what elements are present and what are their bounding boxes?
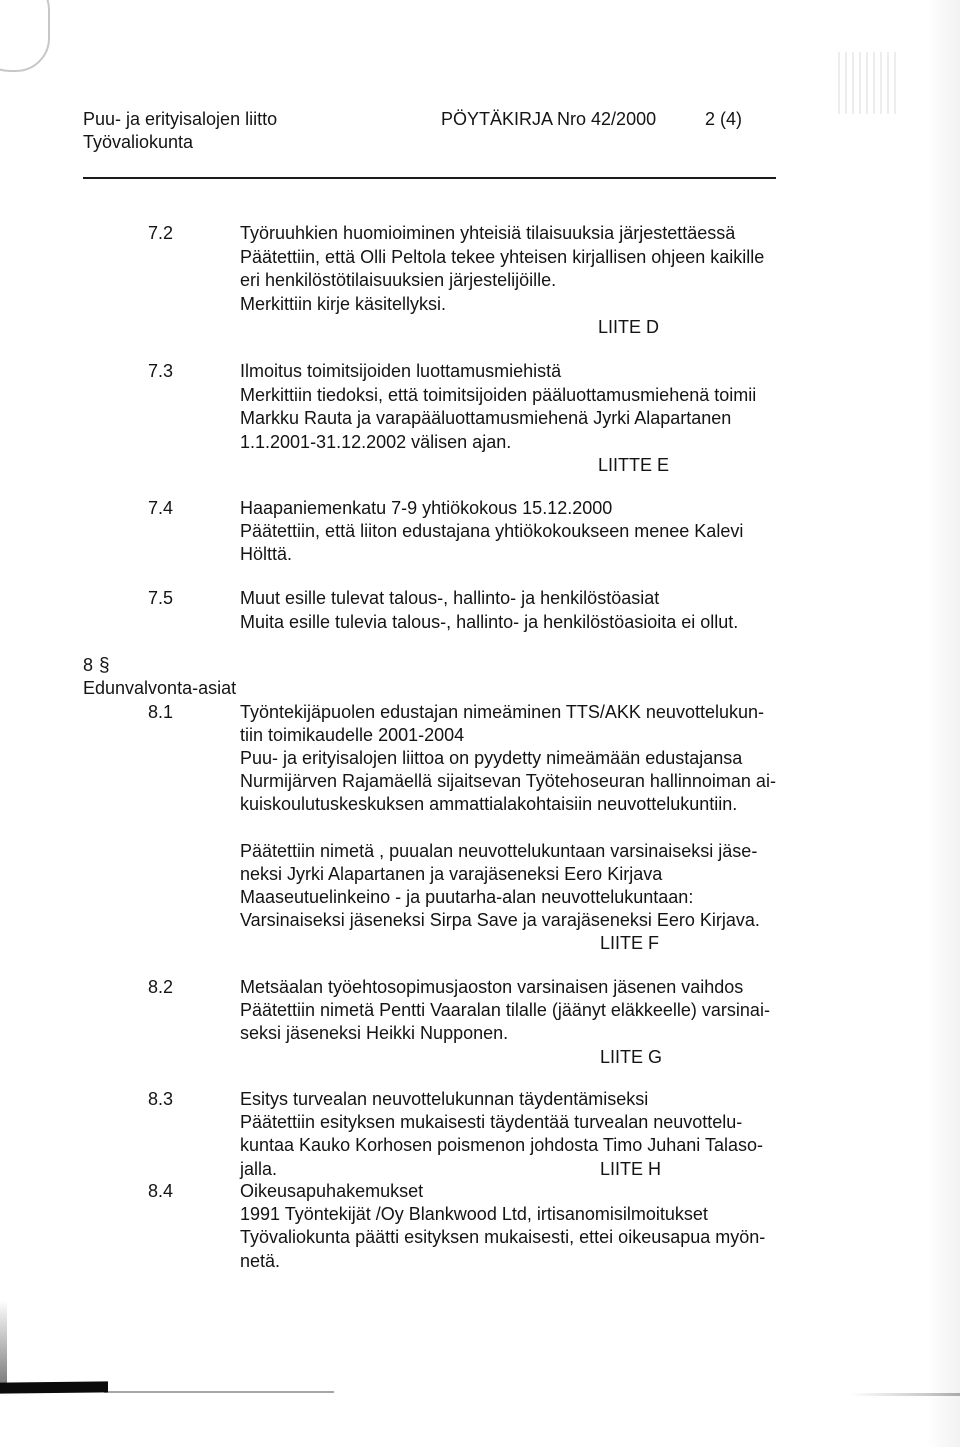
item-text-line: Nurmijärven Rajamäellä sijaitsevan Työtehoseuran hallinnoiman ai- [240, 771, 776, 792]
item-text-line: 1.1.2001-31.12.2002 välisen ajan. [240, 431, 512, 452]
item-number: 7.5 [148, 588, 174, 608]
item-text-line: Päätettiin esityksen mukaisesti täydentää turvealan neuvottelu- [240, 1112, 743, 1133]
item-heading: Ilmoitus toimitsijoiden luottamusmiehistä [240, 361, 562, 381]
item-heading: Työruuhkien huomioiminen yhteisiä tilaisuuksia järjestettäessä [240, 223, 736, 243]
item-text-line: jalla. [240, 1158, 278, 1179]
item-body [240, 587, 800, 634]
item-text-line: Markku Rauta ja varapääluottamusmiehenä Jyrki Alapartanen [240, 408, 732, 429]
scan-page-corner [0, 0, 50, 72]
organization-name: Puu- ja erityisalojen liitto [83, 109, 278, 129]
item-body [240, 701, 800, 955]
item-body [240, 1088, 800, 1181]
committee-name: Työvaliokunta [83, 132, 194, 153]
item-text-line: Työvaliokunta päätti esityksen mukaisesti, ettei oikeusapua myön- [240, 1227, 766, 1248]
item-text-line: Puu- ja erityisalojen liittoa on pyydetty nimeämään edustajansa [240, 748, 743, 769]
item-body [240, 360, 800, 478]
section-8-heading [83, 654, 236, 700]
item-text-line: 1991 Työntekijät /Oy Blankwood Ltd, irtisanomisilmoitukset [240, 1204, 708, 1225]
scan-right-shadow [926, 0, 960, 1447]
scan-left-edge [0, 1300, 7, 1390]
item-text-line: Päätettiin, että Olli Peltola tekee yhteisen kirjallisen ohjeen kaikille [240, 246, 765, 267]
header-divider [83, 177, 776, 179]
attachment-label: LIITE D [598, 317, 660, 338]
item-text-line: kuiskoulutuskeskuksen ammattialakohtaisiin neuvottelukuntiin. [240, 794, 738, 815]
item-body [240, 222, 800, 340]
header-organization-block [83, 108, 277, 154]
document-title: PÖYTÄKIRJA Nro 42/2000 [441, 109, 657, 129]
item-heading: Esitys turvealan neuvottelukunnan täydentämiseksi [240, 1089, 649, 1109]
item-heading: Työntekijäpuolen edustajan nimeäminen TTS/AKK neuvottelukun- [240, 702, 764, 722]
item-text-line: Merkittiin kirje käsitellyksi. [240, 293, 447, 314]
item-number: 8.3 [148, 1089, 174, 1109]
section-sign: § [99, 655, 110, 676]
item-body [240, 1180, 800, 1273]
item-text-line: seksi jäseneksi Heikki Nupponen. [240, 1023, 509, 1044]
page-number: 2 (4) [705, 109, 743, 129]
item-text-line: Päätettiin nimetä , puualan neuvottelukuntaan varsinaiseksi jäse- [240, 840, 758, 861]
paragraph-gap [240, 816, 800, 839]
item-number: 7.3 [148, 361, 174, 381]
item-heading: Muut esille tulevat talous-, hallinto- ja henkilöstöasiat [240, 588, 660, 608]
item-text-line: kuntaa Kauko Korhosen poismenon johdosta Timo Juhani Talaso- [240, 1135, 764, 1156]
item-heading: Metsäalan työehtosopimusjaoston varsinaisen jäsenen vaihdos [240, 977, 744, 997]
attachment-label: LIITE F [600, 932, 660, 953]
attachment-label: LIITE G [600, 1046, 663, 1067]
scan-speckle-mark [838, 52, 900, 114]
attachment-label: LIITE H [600, 1158, 662, 1179]
scan-bottom-line [104, 1391, 334, 1393]
item-last-line-row [240, 1158, 800, 1181]
item-text-line: Hölttä. [240, 544, 293, 565]
section-number: 8 [83, 655, 94, 675]
item-text-line: Muita esille tulevia talous-, hallinto- ja henkilöstöasioita ei ollut. [240, 611, 739, 632]
item-number: 7.4 [148, 498, 174, 518]
scan-bottom-right-line [850, 1393, 960, 1396]
item-number: 7.2 [148, 223, 174, 243]
item-text-line: eri henkilöstötilaisuuksien järjestelijöille. [240, 270, 557, 291]
item-text-line: Päätettiin nimetä Pentti Vaaralan tilalle (jäänyt eläkkeelle) varsinai- [240, 1000, 770, 1021]
section-number-row [83, 654, 236, 677]
item-text-line: Päätettiin, että liiton edustajana yhtiökokoukseen menee Kalevi [240, 521, 744, 542]
attachment-label: LIITTE E [598, 455, 670, 476]
item-heading: Oikeusapuhakemukset [240, 1181, 424, 1201]
item-number: 8.1 [148, 702, 174, 722]
item-body [240, 976, 800, 1069]
item-number: 8.2 [148, 977, 174, 997]
item-text-line: Varsinaiseksi jäseneksi Sirpa Save ja varajäseneksi Eero Kirjava. [240, 909, 760, 930]
item-text-line: Merkittiin tiedoksi, että toimitsijoiden pääluottamusmiehenä toimii [240, 384, 757, 405]
section-title: Edunvalvonta-asiat [83, 678, 237, 699]
item-text-line: Maaseutuelinkeino - ja puutarha-alan neuvottelukuntaan: [240, 886, 694, 907]
item-text-line: netä. [240, 1250, 281, 1271]
item-body [240, 497, 800, 567]
item-number: 8.4 [148, 1181, 174, 1201]
item-text-line: neksi Jyrki Alapartanen ja varajäseneksi Eero Kirjava [240, 863, 663, 884]
item-heading: Haapaniemenkatu 7-9 yhtiökokous 15.12.2000 [240, 498, 613, 518]
item-heading: tiin toimikaudelle 2001-2004 [240, 725, 465, 746]
scan-bottom-bar [0, 1381, 108, 1393]
